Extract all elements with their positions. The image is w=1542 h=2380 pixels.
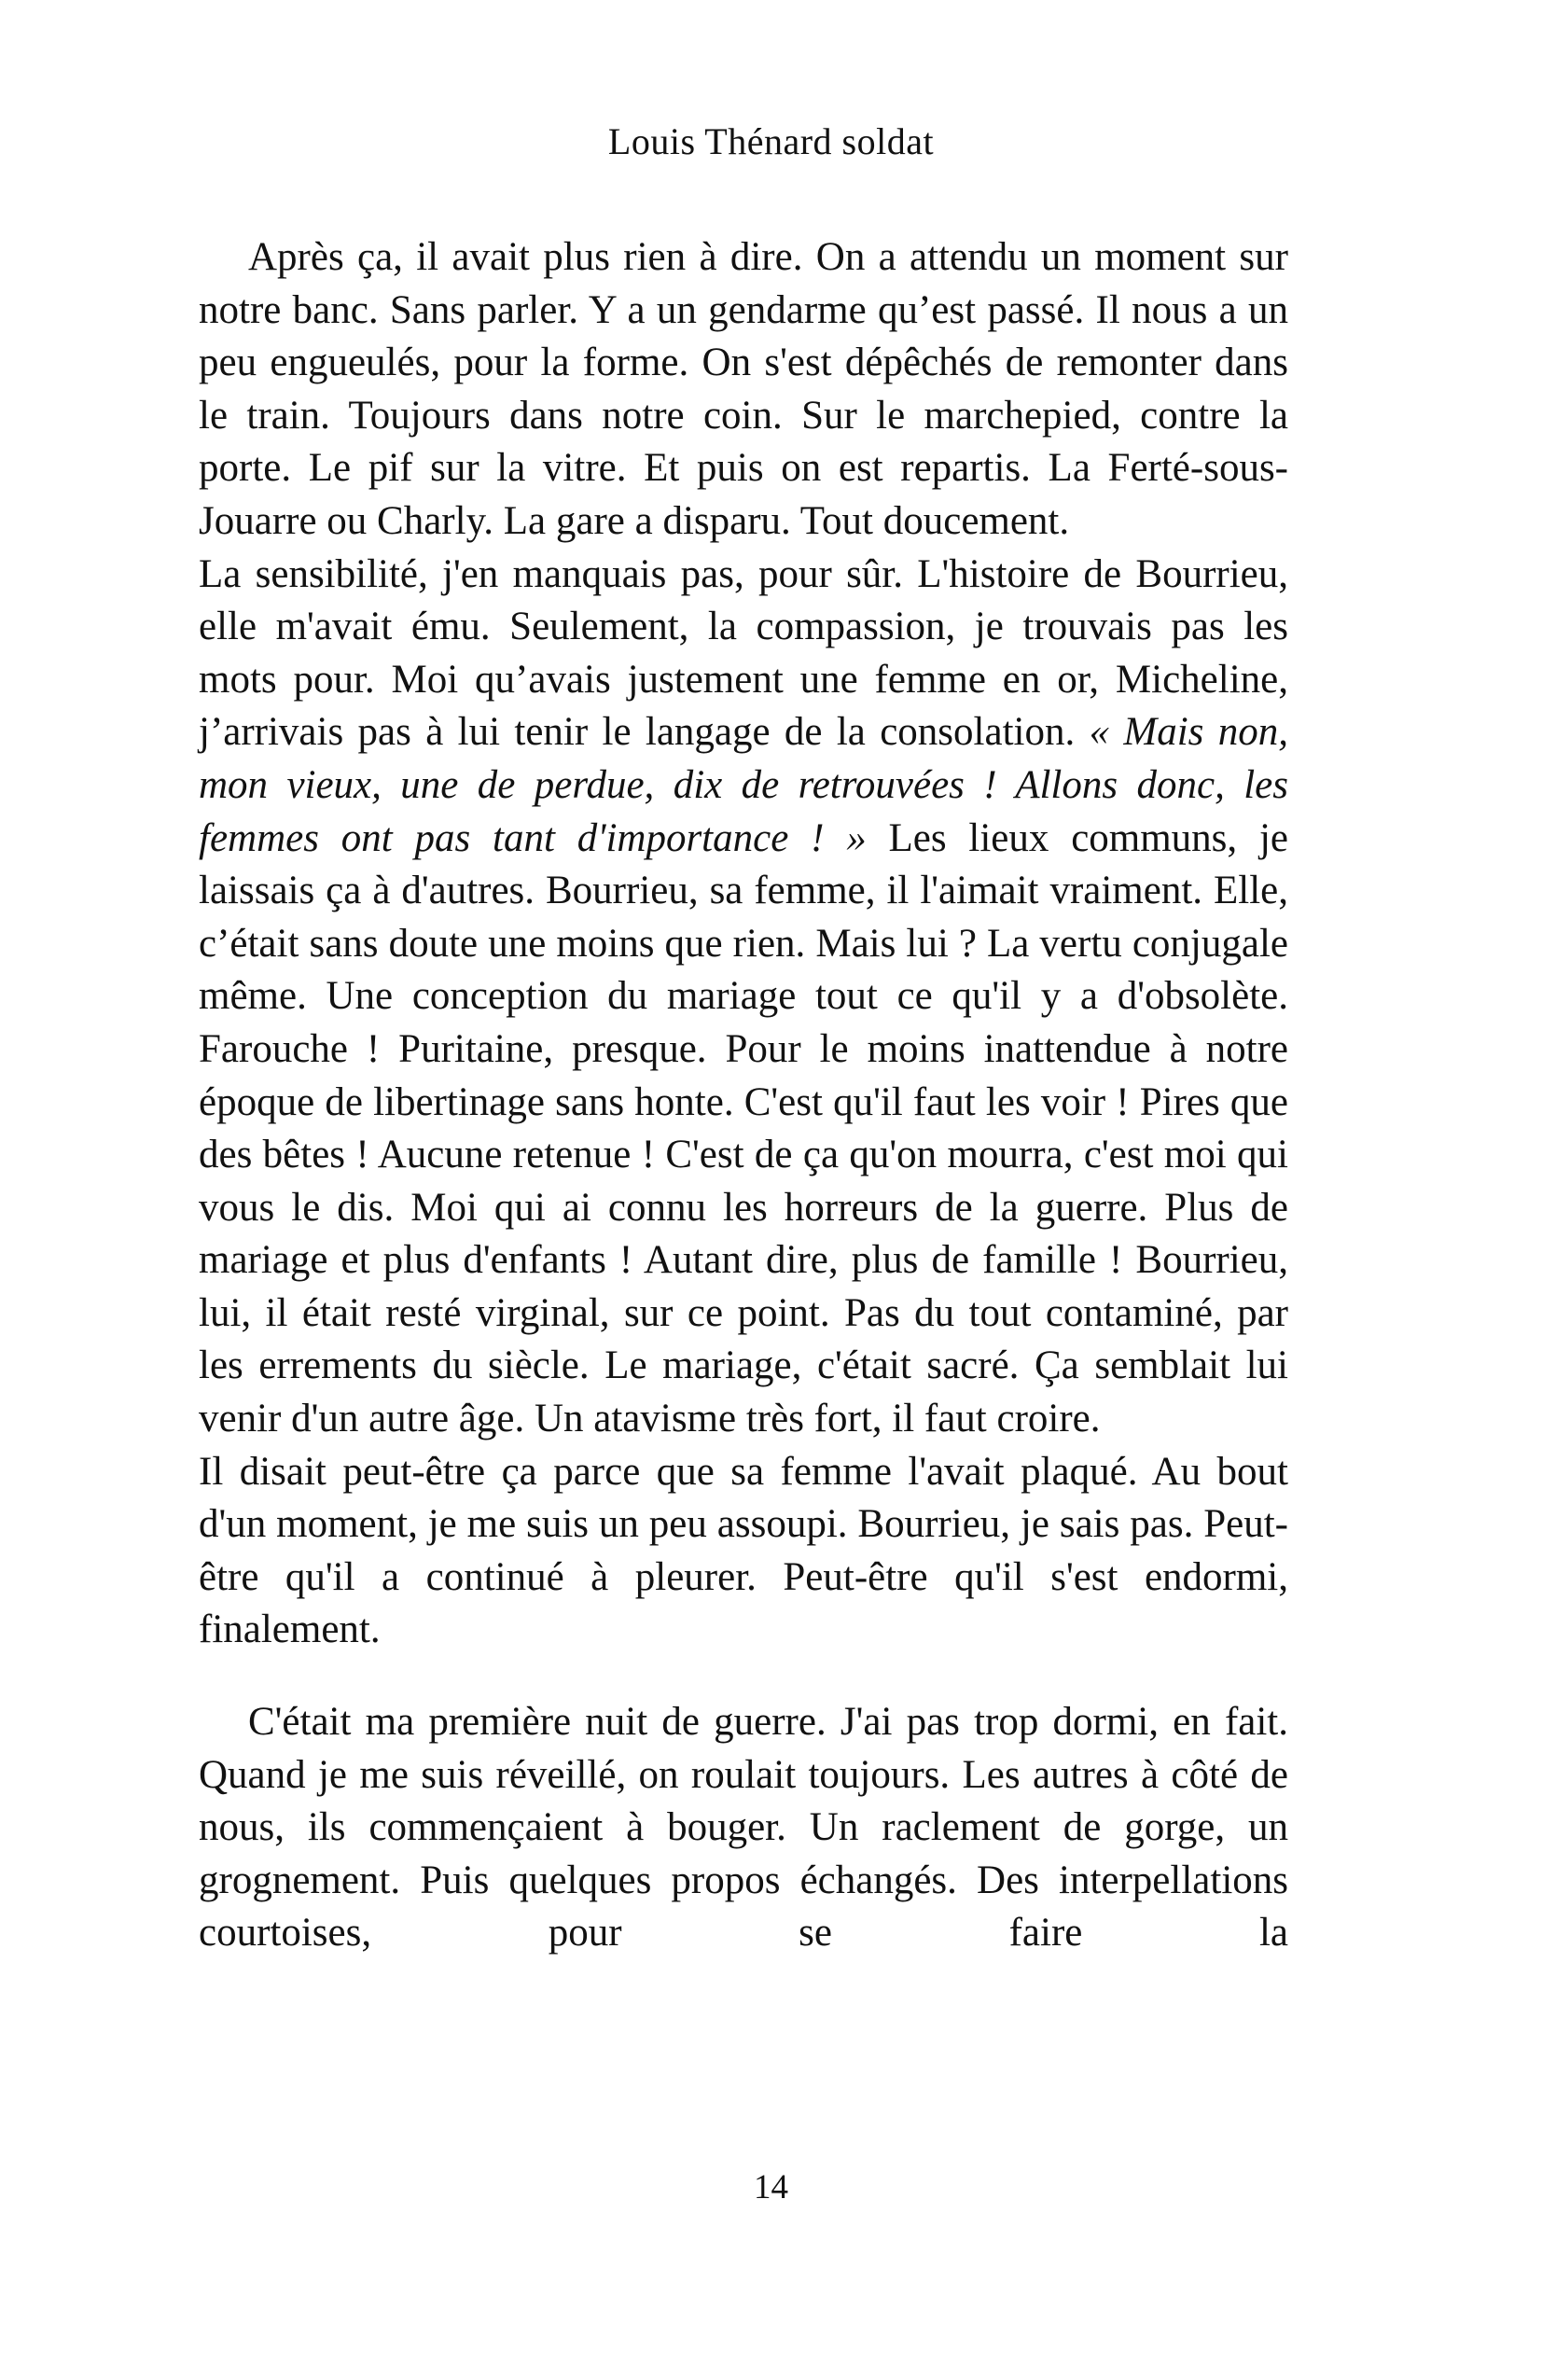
paragraph-2-text-a: La sensibilité, j'en manquais pas, pour sûr. L'histoire de Bourrieu, elle m'avait ému. Seulement, la compassion, je trouvais pas les mots pour. Moi qu’avais justement une femme en or, Micheline, j’arrivais pas à lui tenir le langage de la consolation. <box>199 551 1288 755</box>
page-number: 14 <box>754 2168 788 2206</box>
paragraph-4: C'était ma première nuit de guerre. J'ai pas trop dormi, en fait. Quand je me suis réveillé, on roulait toujours. Les autres à côté de nous, ils commençaient à bouger. Un raclement de gorge, un grognement. Puis quelques propos échangés. Des interpellations courtoises, pour se faire la <box>199 1700 1288 1955</box>
paragraph-2 <box>199 549 1288 1446</box>
running-header: Louis Thénard soldat <box>607 120 935 162</box>
paragraph-1: Après ça, il avait plus rien à dire. On a attendu un moment sur notre banc. Sans parler. Y a un gendarme qu’est passé. Il nous a un peu engueulés, pour la forme. On s'est dépêchés de remonter dans le train. Toujours dans notre coin. Sur le marchepied, contre la porte. Le pif sur la vitre. Et puis on est repartis. La Ferté-sous-Jouarre ou Charly. La gare a disparu. Tout doucement. <box>199 235 1288 543</box>
body-text <box>199 231 1288 1960</box>
paragraph-2-text-b: Les lieux communs, je laissais ça à d'autres. Bourrieu, sa femme, il l'aimait vraiment. Elle, c’était sans doute une moins que rien. Mais lui ? La vertu conjugale même. Une conception du mariage tout ce qu'il y a d'obsolète. Farouche ! Puritaine, presque. Pour le moins inattendue à notre époque de libertinage sans honte. C'est qu'il faut les voir ! Pires que des bêtes ! Aucune retenue ! C'est de ça qu'on mourra, c'est moi qui vous le dis. Moi qui ai connu les horreurs de la guerre. Plus de mariage et plus d'enfants ! Autant dire, plus de famille ! Bourrieu, lui, il était resté virginal, sur ce point. Pas du tout contaminé, par les errements du siècle. Le mariage, c'était sacré. Ça semblait lui venir d'un autre âge. Un atavisme très fort, il faut croire. <box>199 815 1288 1441</box>
paragraph-3: Il disait peut-être ça parce que sa femme l'avait plaqué. Au bout d'un moment, je me suis un peu assoupi. Bourrieu, je sais pas. Peut-être qu'il a continué à pleurer. Peut-être qu'il s'est endormi, finalement. <box>199 1449 1288 1652</box>
quoted-speech: « Mais non, mon vieux, une de perdue, dix de retrouvées ! Allons donc, les femmes ont pas tant d'importance ! » <box>199 710 1288 860</box>
